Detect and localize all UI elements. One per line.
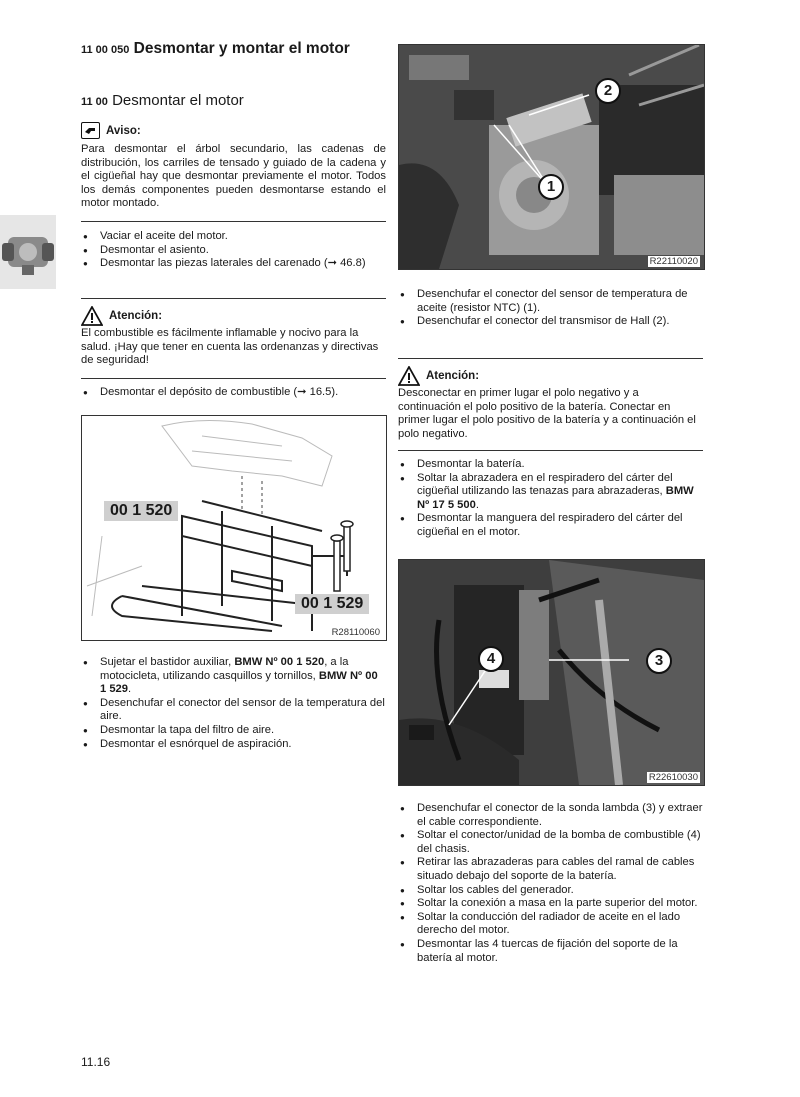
figure-ref: R22610030 — [648, 772, 698, 783]
list-item: ● Sujetar el bastidor auxiliar, BMW Nº 00 1 520, a la motocicleta, utilizando casquillos y tornillos, BMW Nº 00 1 529. — [81, 656, 386, 697]
list-item: ● Soltar la abrazadera en el respiradero del cárter del cigüeñal utilizando las tenazas para abrazaderas, BMW Nº 17 5 500. — [398, 472, 703, 513]
aviso-label: Aviso: — [106, 124, 141, 137]
engine-photo — [399, 45, 704, 269]
list-item: ● Desmontar la tapa del filtro de aire. — [81, 724, 386, 738]
atencion-text: Desconectar en primer lugar el polo negativo y a continuación el polo positivo de la batería. Conectar en primer lugar el polo positivo de la batería y a continuación el polo negativo. — [398, 387, 696, 440]
list-item: ● Vaciar el aceite del motor. — [81, 230, 386, 244]
list-item: ● Desenchufar el conector del transmisor de Hall (2). — [398, 315, 703, 329]
callout-4: 4 — [478, 646, 504, 672]
steps-list-5 — [398, 458, 703, 540]
divider — [81, 298, 386, 299]
steps-list-3 — [81, 656, 386, 751]
figure-sensor-connectors — [398, 44, 705, 270]
section-title-text: Desmontar y montar el motor — [133, 40, 350, 57]
section-title — [81, 40, 381, 59]
list-item: ● Desmontar las piezas laterales del carenado (➞ 46.8) — [81, 257, 386, 271]
callout-3: 3 — [646, 648, 672, 674]
note-hand-icon — [81, 122, 100, 139]
divider — [398, 358, 703, 359]
subsection-title — [81, 92, 244, 109]
steps-list-6 — [398, 802, 703, 965]
atencion-note-2 — [398, 366, 703, 441]
warning-triangle-icon — [398, 366, 420, 386]
list-item: ● Desenchufar el conector de la sonda lambda (3) y extraer el cable correspondiente. — [398, 802, 703, 829]
list-item: ● Desmontar el depósito de combustible (➞ 16.5). — [81, 386, 386, 400]
list-item: ● Desenchufar el conector del sensor de la temperatura del aire. — [81, 697, 386, 724]
steps-list-4 — [398, 288, 703, 329]
subsection-code: 11 00 — [81, 96, 108, 108]
list-item: ● Desmontar la manguera del respiradero del cárter del cigüeñal en el motor. — [398, 512, 703, 539]
steps-list-1 — [81, 230, 386, 271]
atencion-note-1 — [81, 306, 386, 368]
chapter-tab — [0, 215, 56, 289]
list-item: ● Soltar la conducción del radiador de aceite en el lado derecho del motor. — [398, 911, 703, 938]
subsection-title-text: Desmontar el motor — [112, 92, 244, 109]
steps-list-2 — [81, 386, 386, 400]
divider — [81, 378, 386, 379]
engine-thumbnail-icon — [0, 215, 56, 289]
list-item: ● Desenchufar el conector del sensor de temperatura de aceite (resistor NTC) (1). — [398, 288, 703, 315]
callout-2: 2 — [595, 78, 621, 104]
list-item: ● Retirar las abrazaderas para cables del ramal de cables situado debajo del soporte de la batería. — [398, 856, 703, 883]
divider — [398, 450, 703, 451]
aviso-text: Para desmontar el árbol secundario, las cadenas de distribución, los carriles de tensado y guiado de la cadena y el cigüeñal hay que desmontar previamente el motor. Todos los demás componentes pueden desmontarse estando el motor montado. — [81, 143, 386, 210]
warning-triangle-icon — [81, 306, 103, 326]
figure-ref: R22110020 — [649, 256, 698, 267]
divider — [81, 221, 386, 222]
tool-label-00-1-529: 00 1 529 — [295, 594, 369, 614]
list-item: ● Soltar el conector/unidad de la bomba de combustible (4) del chasis. — [398, 829, 703, 856]
list-item: ● Desmontar la batería. — [398, 458, 703, 472]
atencion-label: Atención: — [109, 310, 163, 322]
list-item: ● Desmontar las 4 tuercas de fijación del soporte de la batería al motor. — [398, 938, 703, 965]
figure-auxiliary-frame — [81, 415, 387, 641]
callout-1: 1 — [538, 174, 564, 200]
page-number: 11.16 — [81, 1055, 111, 1069]
figure-ref: R28110060 — [331, 627, 380, 638]
list-item: ● Desmontar el asiento. — [81, 244, 386, 258]
list-item: ● Soltar los cables del generador. — [398, 884, 703, 898]
figure-lambda-fuelpump — [398, 559, 705, 786]
atencion-label: Atención: — [426, 370, 480, 382]
tool-label-00-1-520: 00 1 520 — [104, 501, 178, 521]
section-code: 11 00 050 — [81, 44, 130, 56]
atencion-text: El combustible es fácilmente inflamable y nocivo para la salud. ¡Hay que tener en cuenta las ordenanzas y directivas de seguridad! — [81, 327, 379, 367]
aviso-note — [81, 122, 386, 211]
list-item: ● Desmontar el esnórquel de aspiración. — [81, 738, 386, 752]
list-item: ● Soltar la conexión a masa en la parte superior del motor. — [398, 897, 703, 911]
